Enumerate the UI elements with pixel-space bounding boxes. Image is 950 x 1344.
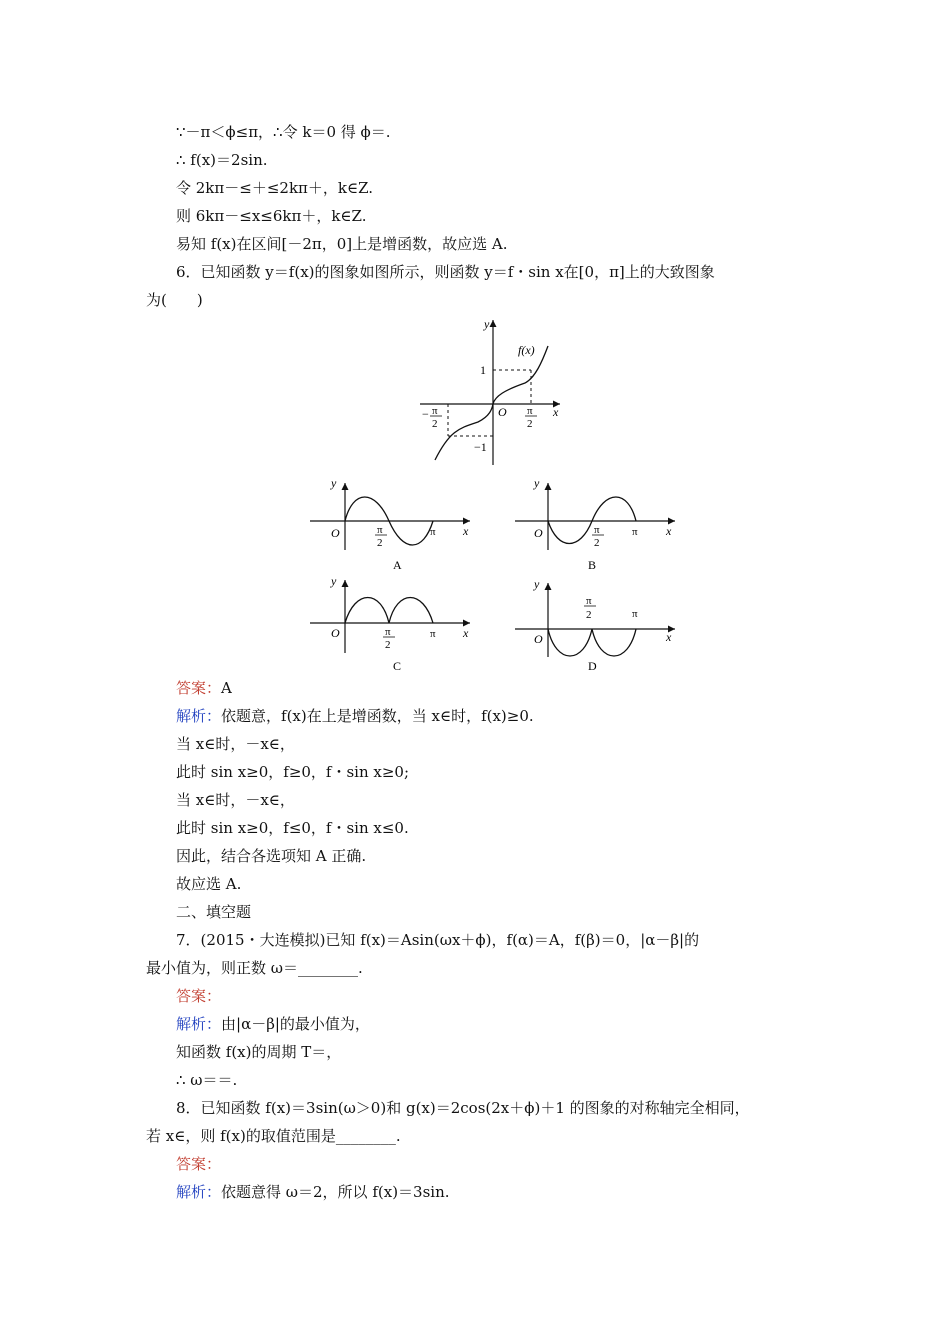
analysis-line: ∴ ω＝＝. bbox=[176, 1071, 238, 1089]
text-line: 令 2kπ－≤＋≤2kπ＋，k∈Z. bbox=[176, 179, 374, 197]
option-label: D bbox=[588, 659, 597, 673]
option-label: C bbox=[393, 659, 402, 673]
text-line: 则 6kπ－≤x≤6kπ＋，k∈Z. bbox=[176, 207, 367, 225]
two-label: 2 bbox=[432, 418, 438, 430]
pi-label: π bbox=[632, 608, 638, 620]
y-label: y bbox=[331, 575, 337, 588]
question-8-stem: 8．已知函数 f(x)＝3sin(ω＞0)和 g(x)＝2cos(2x＋ϕ)＋1 的图象的对称轴完全相同， bbox=[176, 1099, 750, 1117]
text-line: 易知 f(x)在区间[－2π，0]上是增函数，故应选 A. bbox=[176, 235, 508, 253]
answer-label: 答案： bbox=[176, 679, 222, 697]
option-d-graph bbox=[510, 575, 685, 675]
two-label: 2 bbox=[527, 418, 533, 430]
analysis-line bbox=[176, 1182, 450, 1202]
pi-label: π bbox=[594, 524, 600, 536]
analysis-label: 解析： bbox=[176, 707, 222, 725]
question-6-stem: 6．已知函数 y＝f(x)的图象如图所示，则函数 y＝f・sin x在[0，π]上的大致图象 bbox=[176, 263, 715, 281]
pi-label: π bbox=[586, 595, 592, 607]
analysis-line: 当 x∈时，－x∈， bbox=[176, 791, 295, 809]
question-6-stem-cont: 为( ) bbox=[146, 291, 203, 309]
analysis-line: 故应选 A. bbox=[176, 875, 242, 893]
y-label: y bbox=[534, 476, 540, 490]
origin-label: O bbox=[498, 405, 507, 419]
y-label: y bbox=[331, 476, 337, 490]
analysis-text: 依题意，f(x)在上是增函数，当 x∈时，f(x)≥0. bbox=[221, 707, 534, 725]
pi-label: π bbox=[430, 526, 436, 538]
answer-line bbox=[176, 678, 232, 698]
answer-label: 答案： bbox=[176, 1155, 222, 1173]
origin-label: O bbox=[534, 632, 543, 646]
text-line: ∵－π＜ϕ≤π，∴令 k＝0 得 ϕ＝. bbox=[176, 123, 391, 141]
x-label: x bbox=[553, 405, 559, 419]
analysis-line bbox=[176, 1014, 370, 1034]
analysis-line: 此时 sin x≥0，f≥0，f・sin x≥0; bbox=[176, 763, 410, 781]
analysis-line: 知函数 f(x)的周期 T＝， bbox=[176, 1043, 342, 1061]
curve-label: f(x) bbox=[518, 343, 535, 357]
analysis-line: 当 x∈时，－x∈， bbox=[176, 735, 295, 753]
two-label: 2 bbox=[586, 609, 592, 621]
pi-label: π bbox=[430, 628, 436, 640]
pi-label: π bbox=[527, 405, 533, 417]
analysis-text: 由|α－β|的最小值为， bbox=[221, 1015, 370, 1033]
f-graph bbox=[410, 310, 580, 470]
x-label: x bbox=[666, 630, 672, 644]
option-label: A bbox=[393, 558, 402, 572]
pi-label: π bbox=[632, 526, 638, 538]
x-label: x bbox=[463, 626, 469, 640]
analysis-text: 依题意得 ω＝2，所以 f(x)＝3sin. bbox=[221, 1183, 450, 1201]
two-label: 2 bbox=[594, 537, 600, 549]
option-b-graph bbox=[510, 475, 685, 573]
y-label: y bbox=[534, 577, 540, 591]
question-8-stem-cont: 若 x∈，则 f(x)的取值范围是________. bbox=[146, 1127, 401, 1145]
analysis-label: 解析： bbox=[176, 1015, 222, 1033]
answer-value: A bbox=[221, 679, 232, 697]
x-label: x bbox=[463, 524, 469, 538]
analysis-line bbox=[176, 706, 534, 726]
answer-label: 答案： bbox=[176, 987, 222, 1005]
pi-label: π bbox=[377, 524, 383, 536]
question-7-stem-cont: 最小值为，则正数 ω＝________. bbox=[146, 959, 363, 977]
answer-line bbox=[176, 1154, 221, 1174]
question-7-stem: 7．(2015・大连模拟)已知 f(x)＝Asin(ωx＋ϕ)，f(α)＝A，f(β)＝0，|α－β|的 bbox=[176, 931, 700, 949]
minus-label: − bbox=[422, 407, 429, 421]
two-label: 2 bbox=[377, 537, 383, 549]
origin-label: O bbox=[331, 526, 340, 540]
one-label: 1 bbox=[480, 363, 486, 377]
pi-label: π bbox=[385, 626, 391, 638]
text-line: ∴ f(x)＝2sin. bbox=[176, 151, 268, 169]
analysis-line: 此时 sin x≥0，f≤0，f・sin x≤0. bbox=[176, 819, 409, 837]
option-label: B bbox=[588, 558, 597, 572]
section-heading: 二、填空题 bbox=[176, 903, 252, 921]
option-a-graph bbox=[305, 475, 480, 573]
origin-label: O bbox=[331, 626, 340, 640]
origin-label: O bbox=[534, 526, 543, 540]
x-label: x bbox=[666, 524, 672, 538]
analysis-line: 因此，结合各选项知 A 正确. bbox=[176, 847, 367, 865]
pi-label: π bbox=[432, 405, 438, 417]
answer-line bbox=[176, 986, 221, 1006]
two-label: 2 bbox=[385, 639, 391, 651]
neg-one-label: −1 bbox=[474, 440, 487, 454]
analysis-label: 解析： bbox=[176, 1183, 222, 1201]
y-label: y bbox=[484, 317, 490, 331]
option-c-graph bbox=[305, 575, 480, 675]
